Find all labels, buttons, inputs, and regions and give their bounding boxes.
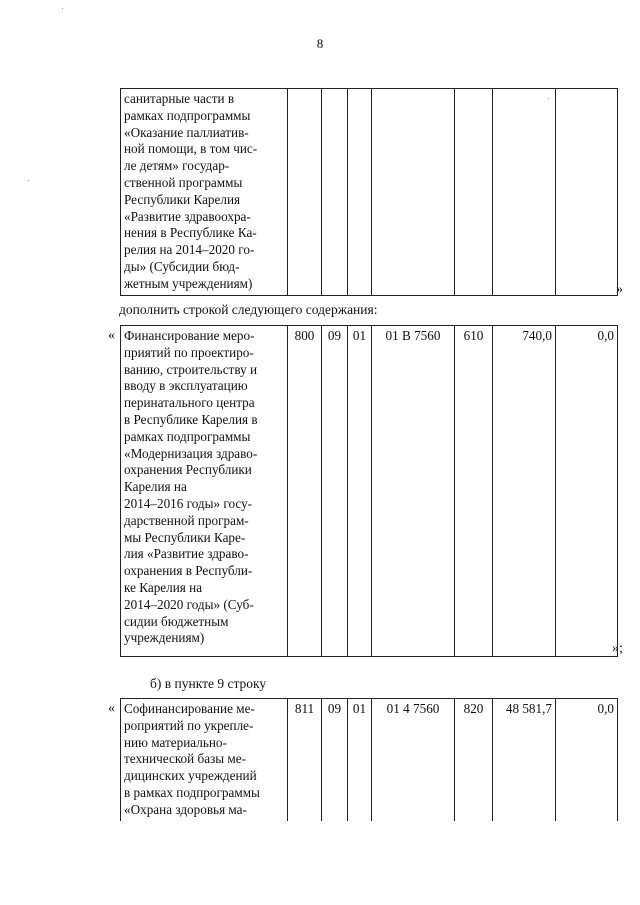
amount-cell-2: 0,0: [556, 699, 618, 821]
name-line: ной помощи, в том чис-: [124, 141, 258, 157]
name-line: нения в Республике Ка-: [124, 225, 257, 241]
name-line: мы Республики Каре-: [124, 529, 246, 545]
name-line: жетным учреждениям): [124, 275, 253, 291]
amount-cell-2: 0,0: [556, 326, 618, 657]
table-row-9: [120, 698, 618, 821]
name-line: ле детям» государ-: [124, 158, 230, 174]
name-line: вводу в эксплуатацию: [124, 378, 248, 394]
scan-speck: [62, 8, 63, 9]
name-line: рамках подпрограммы: [124, 428, 251, 444]
name-line: дицинских учреждений: [124, 768, 257, 784]
subsection-cell: 01: [348, 699, 372, 821]
table-row: [121, 699, 618, 821]
item-name-cell: [121, 89, 288, 296]
name-line: технической базы ме-: [124, 751, 247, 767]
section-cell: 09: [322, 326, 348, 657]
name-line: рамках подпрограммы: [124, 107, 251, 123]
name-line: дарственной програм-: [124, 512, 249, 528]
target-article-cell: 01 4 7560: [372, 699, 455, 821]
name-line: ды» (Субсидии бюд-: [124, 258, 240, 274]
subsection-cell: 01: [348, 326, 372, 657]
name-line: Финансирование меро-: [124, 328, 255, 343]
table-row: [121, 326, 618, 657]
instruction-text: дополнить строкой следующего содержания:: [119, 302, 378, 317]
name-line: санитарные части в: [124, 91, 235, 106]
name-line: охранения в Республи-: [124, 563, 253, 579]
item-name-cell: [121, 326, 288, 657]
scan-speck: [548, 98, 549, 99]
name-line: 2014–2020 годы» (Суб-: [124, 596, 254, 612]
name-line: нию материально-: [124, 734, 227, 750]
name-line: лия «Развитие здраво-: [124, 546, 249, 562]
name-line: «Охрана здоровья ма-: [124, 801, 247, 817]
name-line: релия на 2014–2020 го-: [124, 242, 255, 258]
expense-type-cell: 820: [455, 699, 493, 821]
scan-speck: [28, 180, 29, 181]
target-article-cell: 01 В 7560: [372, 326, 455, 657]
code-cell: 811: [288, 699, 322, 821]
name-line: Карелия на: [124, 479, 187, 495]
name-line: учреждениям): [124, 630, 205, 646]
name-line: ванию, строительству и: [124, 361, 258, 377]
name-line: охранения Республики: [124, 462, 252, 478]
name-line: Софинансирование ме-: [124, 701, 255, 716]
name-line: перинатального центра: [124, 395, 255, 411]
name-line: 2014–2016 годы» госу-: [124, 495, 253, 511]
open-quote: «: [108, 701, 115, 716]
instruction-text: б) в пункте 9 строку: [150, 676, 267, 691]
table-new-row: [120, 325, 618, 657]
name-line: в рамках подпрограммы: [124, 784, 260, 800]
table-continuation: [120, 88, 618, 296]
expense-type-cell: 610: [455, 326, 493, 657]
page-number: 8: [316, 36, 324, 51]
name-line: приятий по проектиро-: [124, 344, 254, 360]
name-line: роприятий по укрепле-: [124, 717, 254, 733]
amount-cell: 740,0: [493, 326, 556, 657]
name-line: «Развитие здравоохра-: [124, 208, 251, 224]
table-row: [121, 89, 618, 296]
section-cell: 09: [322, 699, 348, 821]
close-quote: »: [616, 282, 623, 297]
name-line: Республики Карелия: [124, 191, 241, 207]
name-line: в Республике Карелия в: [124, 411, 258, 427]
name-line: ке Карелия на: [124, 579, 203, 595]
close-quote: »;: [612, 641, 623, 656]
name-line: «Модернизация здраво-: [124, 445, 258, 461]
amount-cell: 48 581,7: [493, 699, 556, 821]
name-line: сидии бюджетным: [124, 613, 229, 629]
name-line: «Оказание паллиатив-: [124, 124, 249, 140]
open-quote: «: [108, 328, 115, 343]
code-cell: 800: [288, 326, 322, 657]
item-name-cell: [121, 699, 288, 821]
name-line: ственной программы: [124, 174, 243, 190]
